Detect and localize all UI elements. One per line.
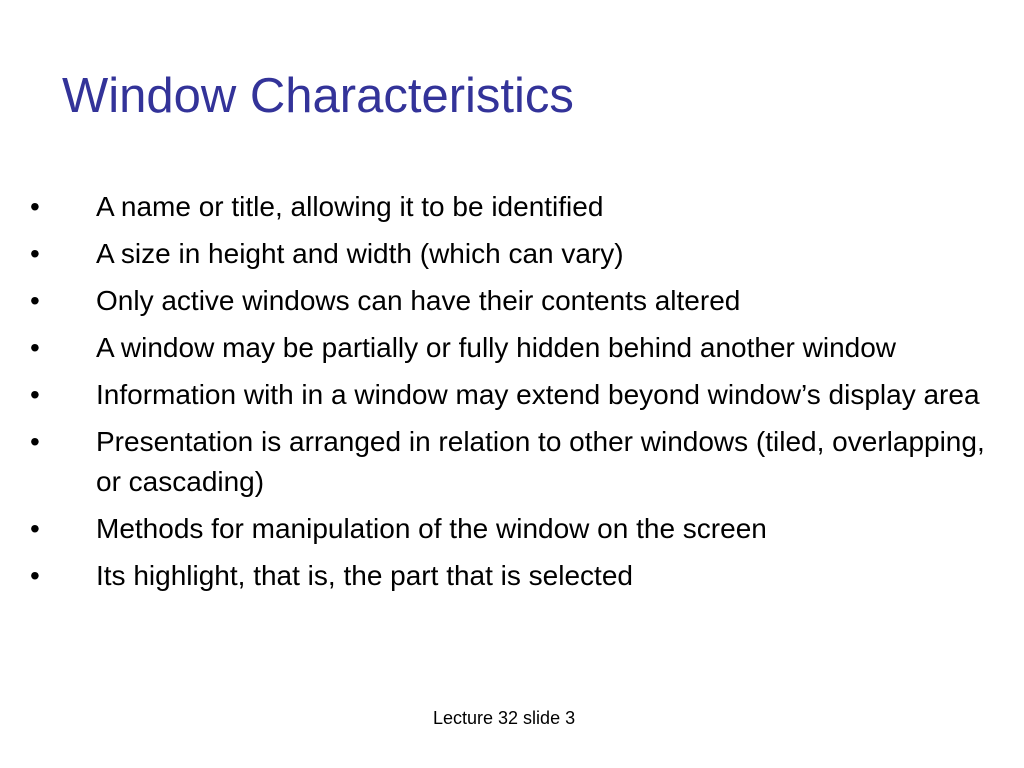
bullet-marker: • bbox=[30, 560, 40, 591]
bullet-marker: • bbox=[30, 379, 40, 410]
bullet-item bbox=[0, 328, 1010, 368]
bullet-text: Methods for manipulation of the window on the screen bbox=[96, 513, 767, 544]
bullet-item bbox=[0, 422, 1010, 502]
bullet-item bbox=[0, 375, 1010, 415]
bullet-text: A size in height and width (which can vary) bbox=[96, 238, 624, 269]
bullet-text: Only active windows can have their contents altered bbox=[96, 285, 741, 316]
bullet-list bbox=[0, 187, 1010, 603]
bullet-text: Its highlight, that is, the part that is selected bbox=[96, 560, 633, 591]
bullet-item bbox=[0, 234, 1010, 274]
slide-footer: Lecture 32 slide 3 bbox=[433, 708, 576, 728]
bullet-marker: • bbox=[30, 332, 40, 363]
bullet-text: A name or title, allowing it to be identified bbox=[96, 191, 604, 222]
bullet-marker: • bbox=[30, 285, 40, 316]
bullet-marker: • bbox=[30, 191, 40, 222]
bullet-item bbox=[0, 187, 1010, 227]
slide-title: Window Characteristics bbox=[62, 69, 574, 123]
bullet-item bbox=[0, 281, 1010, 321]
bullet-text: Information with in a window may extend beyond window’s display area bbox=[96, 379, 980, 410]
bullet-marker: • bbox=[30, 513, 40, 544]
bullet-marker: • bbox=[30, 238, 40, 269]
bullet-item bbox=[0, 509, 1010, 549]
bullet-item bbox=[0, 556, 1010, 596]
bullet-text: Presentation is arranged in relation to other windows (tiled, overlapping, or cascading) bbox=[96, 426, 985, 497]
bullet-text: A window may be partially or fully hidden behind another window bbox=[96, 332, 897, 363]
bullet-marker: • bbox=[30, 426, 40, 457]
